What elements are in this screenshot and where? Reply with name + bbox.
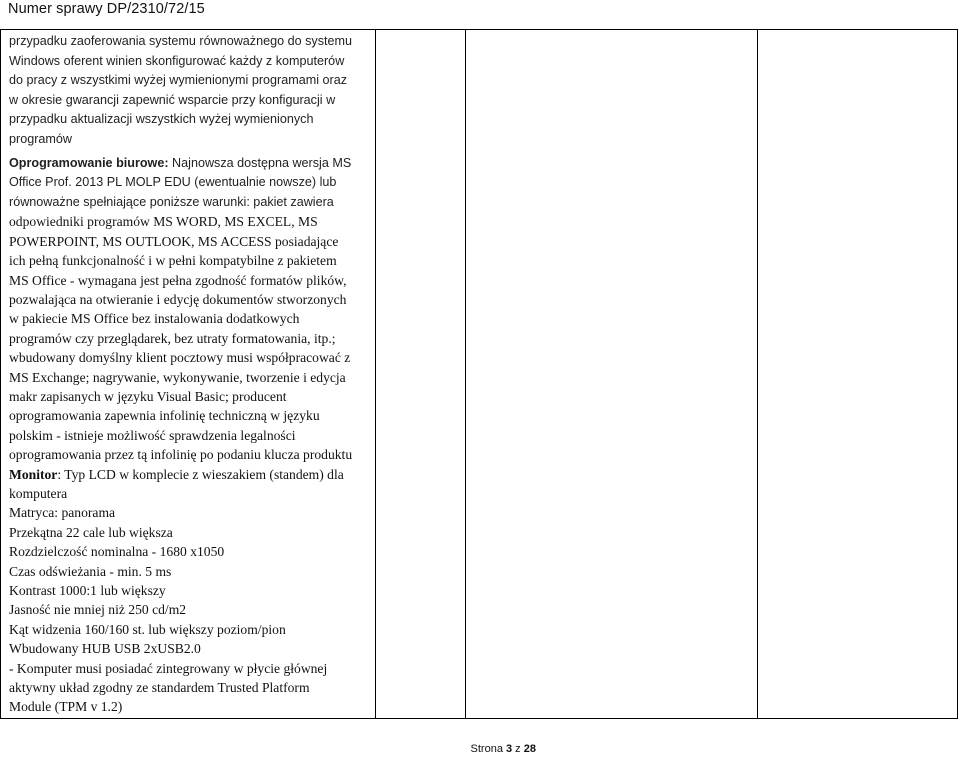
office-text-1: Najnowsza dostępna wersja MS Office Prof. 2013 PL MOLP EDU (ewentualnie nowsze) lub równoważne spełniające poniższe warunki: pakiet zawiera — [9, 155, 352, 209]
footer-separator: z — [512, 743, 524, 755]
monitor-spec: Rozdzielczość nominalna - 1680 x1050 — [9, 544, 225, 560]
monitor-paragraph — [9, 465, 369, 504]
requirements-cell — [1, 30, 376, 719]
footer-page-total: 28 — [523, 743, 536, 755]
office-text-2: odpowiedniki programów MS WORD, MS EXCEL, MS POWERPOINT, MS OUTLOOK, MS ACCESS posiadające ich pełną funkcjonalność i w pełni kompatybilne z pakietem MS Office - wymagana jest pełna zgodność formatów plików, pozwalająca na otwieranie i edycję dokumentów stworzonych w pakiecie MS Office bez instalowania dodatkowych programów czy przeglądarek, bez utraty formatowania, itp.; wbudowany domyślny klient pocztowy musi współpracować z MS Exchange; nagrywanie, wykonywanie, tworzenie i edycja makr zapisanych w języku Visual Basic; producent oprogramowania zapewnia infolinię techniczną w języku polskim - istnieje możliwość sprawdzenia legalności oprogramowania przez tą infolinię po podaniu klucza produktu — [9, 214, 353, 463]
monitor-label: Monitor — [9, 466, 58, 482]
monitor-spec: Kąt widzenia 160/160 st. lub większy poziom/pion — [9, 621, 286, 637]
monitor-spec: Matryca: panorama — [9, 505, 116, 521]
monitor-spec: Czas odświeżania - min. 5 ms — [9, 563, 172, 579]
monitor-spec: Jasność nie mniej niż 250 cd/m2 — [9, 602, 187, 618]
page-footer — [471, 743, 536, 756]
empty-cell — [376, 30, 466, 719]
footer-prefix: Strona — [470, 743, 506, 755]
windows-config-paragraph — [9, 32, 369, 212]
office-paragraph — [9, 154, 369, 213]
tpm-paragraph: - Komputer musi posiadać zintegrowany w płycie głównej aktywny układ zgodny ze standardem Trusted Platform Module (TPM v 1.2) — [9, 660, 328, 714]
footer-page-number: 3 — [506, 743, 513, 755]
empty-cell — [466, 30, 757, 719]
paragraph-text: przypadku zaoferowania systemu równoważnego do systemu Windows oferent winien skonfigurować każdy z komputerów do pracy z wszystkimi wyżej wymienionymi programami oraz w okresie gwarancji zapewnić wsparcie przy konfiguracji w przypadku aktualizacji wszystkich wyżej wymienionych programów — [9, 34, 353, 146]
monitor-text: : Typ LCD w komplecie z wieszakiem (standem) dla komputera — [9, 466, 344, 502]
monitor-spec: Przekątna 22 cale lub większa — [9, 524, 173, 540]
office-requirements — [9, 212, 369, 715]
table-row — [1, 30, 958, 719]
office-label: Oprogramowanie biurowe: — [9, 155, 169, 170]
empty-cell — [757, 30, 957, 719]
monitor-spec: Wbudowany HUB USB 2xUSB2.0 — [9, 641, 201, 657]
specification-table — [0, 29, 958, 719]
monitor-spec: Kontrast 1000:1 lub większy — [9, 583, 166, 599]
document-header: Numer sprawy DP/2310/72/15 — [8, 1, 205, 17]
